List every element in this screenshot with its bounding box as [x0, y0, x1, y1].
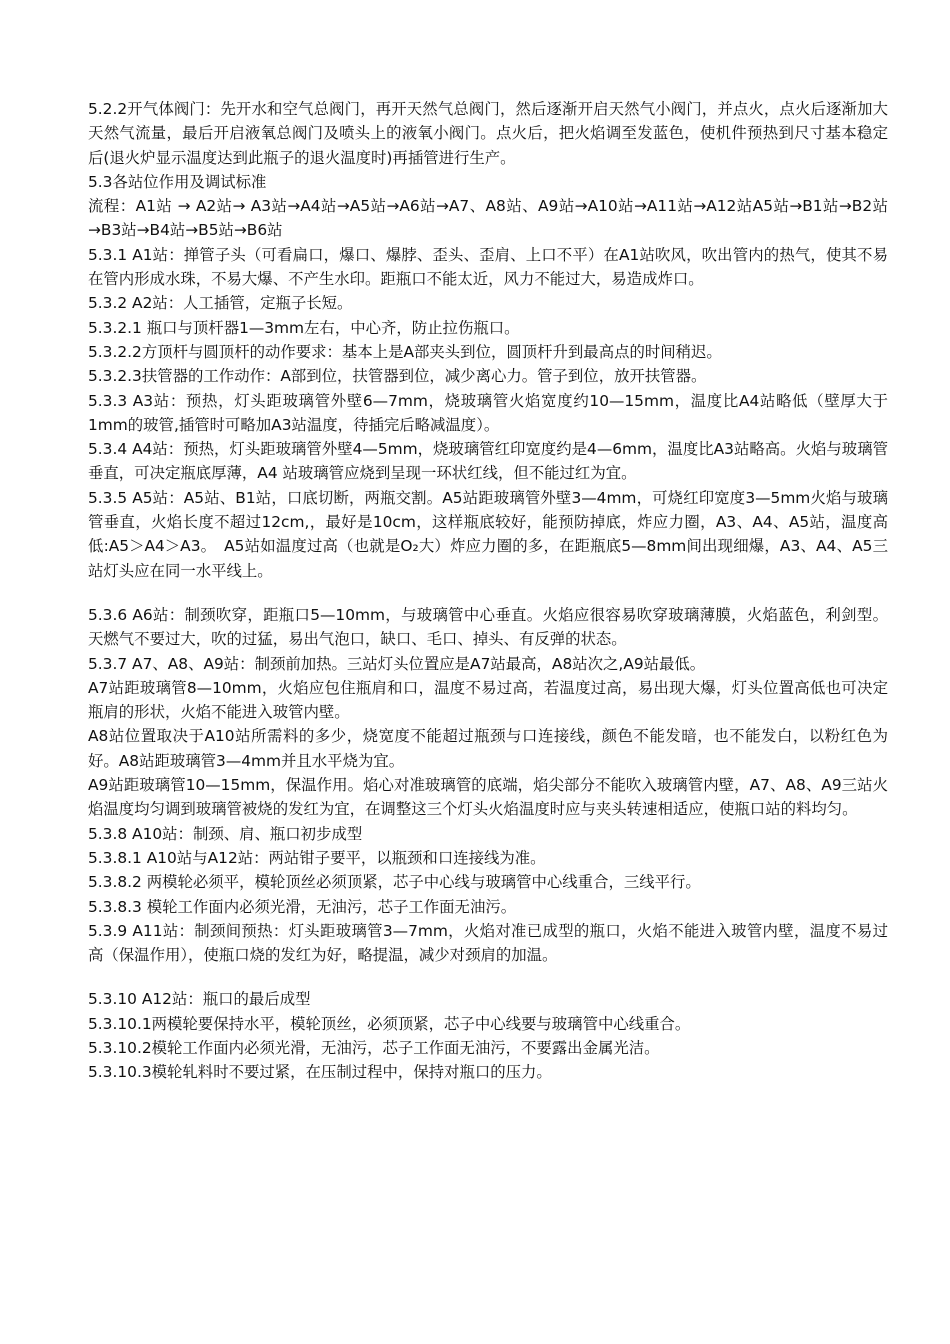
- paragraph-5-2-2: 5.2.2开气体阀门：先开水和空气总阀门，再开天然气总阀门，然后逐渐开启天然气小阀门，并点火，点火后逐渐加大天然气流量，最后开启液氧总阀门及喷头上的液氧小阀门。点火后，把火焰调至发蓝色，使机件预热到尺寸基本稳定后(退火炉显示温度达到此瓶子的退火温度时)再插管进行生产。: [88, 100, 888, 167]
- heading-5-3: 5.3各站位作用及调试标准: [88, 172, 267, 191]
- paragraph-5-3-2-2: 5.3.2.2方顶杆与圆顶杆的动作要求：基本上是A部夹头到位，圆顶杆升到最高点的时间稍迟。: [88, 342, 722, 361]
- paragraph-spacer: [88, 583, 888, 603]
- paragraph-5-3-8-1: 5.3.8.1 A10站与A12站：两站钳子要平，以瓶颈和口连接线为准。: [88, 848, 546, 867]
- paragraph-5-3-10-1: 5.3.10.1两模轮要保持水平，模轮顶丝，必须顶紧，芯子中心线要与玻璃管中心线重合。: [88, 1014, 691, 1033]
- paragraph-5-3-10-2: 5.3.10.2模轮工作面内必须光滑，无油污，芯子工作面无油污，不要露出金属光洁。: [88, 1038, 660, 1057]
- paragraph-5-3-10-3: 5.3.10.3模轮轧料时不要过紧，在压制过程中，保持对瓶口的压力。: [88, 1063, 552, 1082]
- paragraph-spacer: [88, 967, 888, 987]
- heading-5-3-10: 5.3.10 A12站：瓶口的最后成型: [88, 990, 311, 1009]
- paragraph-5-3-2-1: 5.3.2.1 瓶口与顶杆器1—3mm左右，中心齐，防止拉伤瓶口。: [88, 318, 520, 337]
- heading-5-3-8: 5.3.8 A10站：制颈、肩、瓶口初步成型: [88, 824, 363, 843]
- paragraph-5-3-7: 5.3.7 A7、A8、A9站：制颈前加热。三站灯头位置应是A7站最高，A8站次之,A9站最低。: [88, 654, 706, 673]
- paragraph-process-flow: 流程：A1站 → A2站→ A3站→A4站→A5站→A6站→A7、A8站、A9站→A10站→A11站→A12站A5站→B1站→B2站→B3站→B4站→B5站→B6站: [88, 197, 888, 240]
- paragraph-5-3-3: 5.3.3 A3站：预热，灯头距玻璃管外壁6—7mm，烧玻璃管火焰宽度约10—15mm，温度比A4站略低（壁厚大于1mm的玻管,插管时可略加A3站温度，待插完后略减温度）。: [88, 391, 888, 434]
- paragraph-a8-station: A8站位置取决于A10站所需料的多少，烧宽度不能超过瓶颈与口连接线，颜色不能发暗，也不能发白，以粉红色为好。A8站距玻璃管3—4mm并且水平烧为宜。: [88, 727, 888, 770]
- paragraph-5-3-8-2: 5.3.8.2 两模轮必须平，模轮顶丝必须顶紧，芯子中心线与玻璃管中心线重合，三线平行。: [88, 873, 701, 892]
- paragraph-5-3-5: 5.3.5 A5站：A5站、B1站，口底切断，两瓶交割。A5站距玻璃管外壁3—4mm，可烧红印宽度3—5mm火焰与玻璃管垂直，火焰长度不超过12cm,，最好是10cm，这样瓶底较好，能预防掉底，炸应力圈，A3、A4、A5站，温度高低:A5＞A4＞A3。 A5站如温度过高（也就是O₂大）炸应力圈的多，在距瓶底5—8mm间出现细爆，A3、A4、A5三站灯头应在同一水平线上。: [88, 488, 888, 580]
- paragraph-5-3-1: 5.3.1 A1站：掸管子头（可看扁口，爆口、爆脖、歪头、歪肩、上口不平）在A1站吹风，吹出管内的热气，使其不易在管内形成水珠，不易大爆、不产生水印。距瓶口不能太近，风力不能过大，易造成炸口。: [88, 245, 888, 289]
- document-body: [88, 97, 888, 1085]
- paragraph-5-3-8-3: 5.3.8.3 模轮工作面内必须光滑，无油污，芯子工作面无油污。: [88, 897, 517, 916]
- paragraph-5-3-2-3: 5.3.2.3扶管器的工作动作：A部到位，扶管器到位，减少离心力。管子到位，放开扶管器。: [88, 367, 707, 386]
- paragraph-5-3-9: 5.3.9 A11站：制颈间预热：灯头距玻璃管3—7mm，火焰对准已成型的瓶口，火焰不能进入玻管内壁，温度不易过高（保温作用），使瓶口烧的发红为好，略提温，减少对颈肩的加温。: [88, 921, 888, 965]
- paragraph-a7-station: A7站距玻璃管8—10mm，火焰应包住瓶肩和口，温度不易过高，若温度过高，易出现大爆，灯头位置高低也可决定瓶肩的形状，火焰不能进入玻管内壁。: [88, 678, 888, 722]
- heading-5-3-2: 5.3.2 A2站：人工插管，定瓶子长短。: [88, 294, 353, 313]
- paragraph-5-3-6: 5.3.6 A6站：制颈吹穿，距瓶口5—10mm，与玻璃管中心垂直。火焰应很容易吹穿玻璃薄膜，火焰蓝色，利剑型。天燃气不要过大，吹的过猛，易出气泡口，缺口、毛口、掉头、有反弹的状态。: [88, 605, 888, 649]
- paragraph-5-3-4: 5.3.4 A4站：预热，灯头距玻璃管外壁4—5mm，烧玻璃管红印宽度约是4—6mm，温度比A3站略高。火焰与玻璃管垂直，可决定瓶底厚薄，A4 站玻璃管应烧到呈现一环状红线，但不能过红为宜。: [88, 440, 888, 483]
- paragraph-a9-station: A9站距玻璃管10—15mm，保温作用。焰心对准玻璃管的底端，焰尖部分不能吹入玻璃管内壁，A7、A8、A9三站火焰温度均匀调到玻璃管被烧的发红为宜，在调整这三个灯头火焰温度时应与夹头转速相适应，使瓶口站的料均匀。: [88, 776, 888, 819]
